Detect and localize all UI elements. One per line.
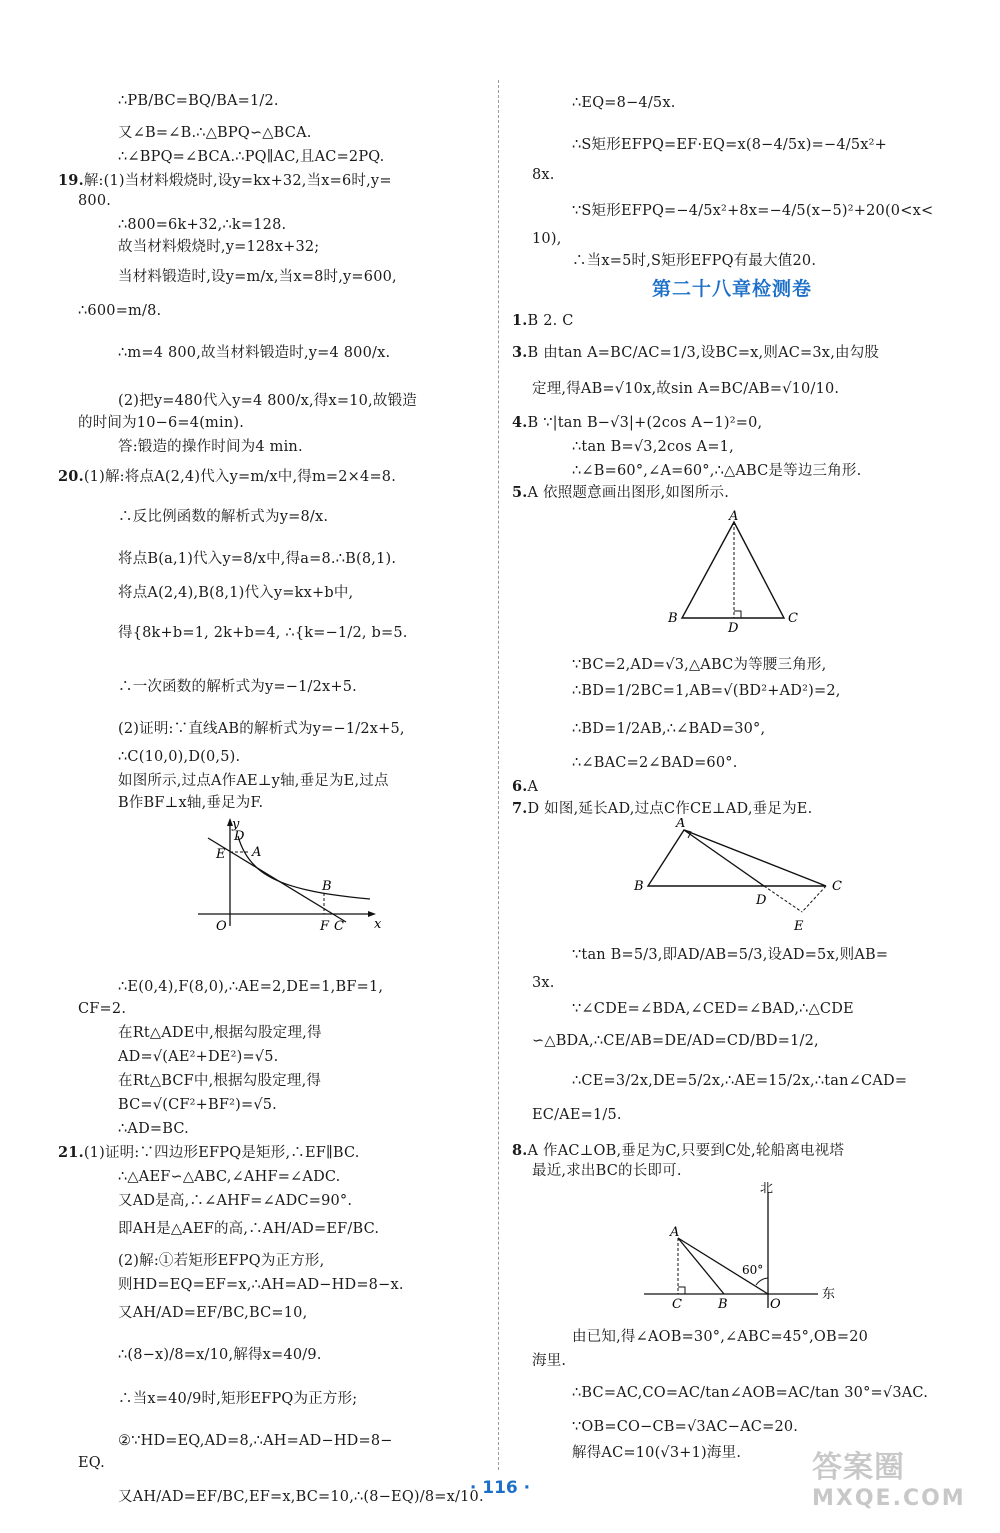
text-line: A [527, 779, 539, 795]
label-c: C [832, 879, 842, 894]
text-line: ∵S矩形EFPQ=−4/5x²+8x=−4/5(x−5)²+20(0<x< [572, 203, 934, 219]
label-a: A [729, 510, 739, 524]
text-line: ∴∠BAC=2∠BAD=60°. [572, 755, 738, 771]
navigation-figure [638, 1182, 848, 1312]
label-e: E [216, 847, 226, 862]
text-line: (1)证明:∵四边形EFPQ是矩形,∴EF∥BC. [83, 1145, 360, 1161]
text-line: 将点B(a,1)代入y=8/x中,得a=8.∴B(8,1). [118, 551, 397, 567]
text-line: ∴∠B=60°,∠A=60°,∴△ABC是等边三角形. [572, 463, 862, 479]
text-line: B作BF⊥x轴,垂足为F. [118, 795, 264, 811]
text-line: A 依照题意画出图形,如图所示. [527, 485, 730, 501]
label-a: A [670, 1225, 680, 1240]
text-line: ∴tan B=√3,2cos A=1, [572, 439, 734, 455]
text-line: ∴∠BPQ=∠BCA.∴PQ∥AC,且AC=2PQ. [118, 149, 385, 165]
isosceles-triangle-figure [662, 510, 802, 634]
label-d: D [756, 893, 767, 908]
text-line: ∴当x=5时,S矩形EFPQ有最大值20. [572, 253, 817, 269]
problem-number: 8. [512, 1142, 528, 1159]
text-line: (2)证明:∵直线AB的解析式为y=−1/2x+5, [118, 721, 405, 737]
text-line: ②∵HD=EQ,AD=8,∴AH=AD−HD=8− [118, 1433, 393, 1449]
text-line: CF=2. [78, 1001, 127, 1017]
label-a: A [252, 845, 262, 860]
text-line: 当材料锻造时,设y=m/x,当x=8时,y=600, [118, 269, 397, 285]
segment-ce [802, 886, 826, 912]
text-line: ∵∠CDE=∠BDA,∠CED=∠BAD,∴△CDE [572, 1001, 854, 1017]
text-line: ∴AD=BC. [118, 1121, 189, 1137]
text-line: ∴BD=1/2BC=1,AB=√(BD²+AD²)=2, [572, 683, 841, 699]
text-line: ∴600=m/8. [78, 303, 162, 319]
extension-de [764, 886, 802, 912]
text-line: 又AD是高,∴∠AHF=∠ADC=90°. [118, 1193, 353, 1209]
answer-4 [512, 412, 762, 434]
label-d: D [728, 621, 739, 634]
text-line: BC=√(CF²+BF²)=√5. [118, 1097, 277, 1113]
answer-5 [512, 482, 729, 504]
angle-arc [756, 1278, 768, 1285]
segment-ad [684, 830, 764, 886]
watermark-line2: MXQE.COM [812, 1486, 966, 1511]
answer-7 [512, 798, 812, 820]
label-b: B [668, 611, 678, 626]
chapter-title: 第二十八章检测卷 [651, 278, 812, 300]
problem-number: 20. [58, 468, 84, 485]
text-line: 如图所示,过点A作AE⊥y轴,垂足为E,过点 [118, 773, 389, 789]
label-c: C [672, 1297, 682, 1312]
text-line: 又AH/AD=EF/BC,EF=x,BC=10,∴(8−EQ)/8=x/10. [118, 1489, 484, 1505]
right-angle-mark [678, 1287, 685, 1294]
text-line: 由已知,得∠AOB=30°,∠ABC=45°,OB=20 [572, 1329, 869, 1345]
text-line: 在Rt△BCF中,根据勾股定理,得 [118, 1073, 322, 1089]
text-line: ∴(8−x)/8=x/10,解得x=40/9. [118, 1347, 322, 1363]
text-line: 解:(1)当材料煅烧时,设y=kx+32,当x=6时,y= [83, 173, 392, 189]
function-graph-figure [188, 818, 408, 958]
text-line: 定理,得AB=√10x,故sin A=BC/AB=√10/10. [532, 381, 840, 397]
text-line: 答:锻造的操作时间为4 min. [118, 439, 303, 455]
text-line: ∵OB=CO−CB=√3AC−AC=20. [572, 1419, 799, 1435]
text-line: ∴△AEF∽△ABC,∠AHF=∠ADC. [118, 1169, 341, 1185]
problem-19 [58, 170, 392, 192]
text-line: ∴EQ=8−4/5x. [572, 95, 676, 111]
label-a: A [676, 818, 686, 831]
label-b: B [322, 879, 332, 894]
label-north: 北 [760, 1182, 774, 1196]
text-line: 得{8k+b=1, 2k+b=4, ∴{k=−1/2, b=5. [118, 625, 408, 641]
answer-3 [512, 342, 879, 364]
answer-1-2 [512, 310, 574, 332]
label-x: x [374, 917, 382, 932]
text-line: ∴PB/BC=BQ/BA=1/2. [118, 93, 279, 109]
text-line: 又∠B=∠B.∴△BPQ∽△BCA. [118, 125, 312, 141]
problem-number: 4. [512, 414, 528, 431]
text-line: ∴反比例函数的解析式为y=8/x. [118, 509, 329, 525]
text-line: 海里. [532, 1353, 567, 1369]
right-angle-mark [734, 611, 741, 618]
triangle-abc [682, 522, 784, 618]
label-f: F [320, 919, 330, 934]
text-line: EC/AE=1/5. [532, 1107, 622, 1123]
problem-number: 3. [512, 344, 528, 361]
text-line: 最近,求出BC的长即可. [532, 1163, 682, 1179]
text-line: 则HD=EQ=EF=x,∴AH=AD−HD=8−x. [118, 1277, 404, 1293]
text-line: 在Rt△ADE中,根据勾股定理,得 [118, 1025, 322, 1041]
text-line: (2)解:①若矩形EFPQ为正方形, [118, 1253, 325, 1269]
text-line: 800. [78, 193, 112, 209]
text-line: ∴E(0,4),F(8,0),∴AE=2,DE=1,BF=1, [118, 979, 384, 995]
text-line: 3x. [532, 975, 555, 991]
problem-number: 19. [58, 172, 84, 189]
label-east: 东 [822, 1287, 836, 1302]
label-y: y [232, 818, 240, 832]
text-line: 又AH/AD=EF/BC,BC=10, [118, 1305, 308, 1321]
triangle-extension-figure [626, 818, 862, 936]
text-line: 解得AC=10(√3+1)海里. [572, 1445, 742, 1461]
text-line: ∽△BDA,∴CE/AB=DE/AD=CD/BD=1/2, [532, 1033, 819, 1049]
text-line: A 作AC⊥OB,垂足为C,只要到C处,轮船离电视塔 [527, 1143, 845, 1159]
text-line: 8x. [532, 167, 555, 183]
label-d: D [234, 829, 245, 844]
text-line: AD=√(AE²+DE²)=√5. [118, 1049, 279, 1065]
answer-8 [512, 1140, 844, 1162]
text-line: 将点A(2,4),B(8,1)代入y=kx+b中, [118, 585, 354, 601]
text-line: ∴800=6k+32,∴k=128. [118, 217, 287, 233]
text-line: B 由tan A=BC/AC=1/3,设BC=x,则AC=3x,由勾股 [527, 345, 880, 361]
watermark [812, 1442, 992, 1526]
answer-6 [512, 776, 538, 798]
label-b: B [634, 879, 644, 894]
text-line: 10), [532, 231, 562, 247]
problem-number: 1. [512, 312, 528, 329]
text-line: B 2. C [527, 313, 574, 329]
label-c: C [788, 611, 798, 626]
label-e: E [794, 919, 804, 934]
text-line: (1)解:将点A(2,4)代入y=m/x中,得m=2×4=8. [83, 469, 397, 485]
text-line: 的时间为10−6=4(min). [78, 415, 245, 431]
problem-number: 21. [58, 1144, 84, 1161]
watermark-line1: 答案圈 [812, 1450, 905, 1485]
text-line: ∴S矩形EFPQ=EF·EQ=x(8−4/5x)=−4/5x²+ [572, 137, 888, 153]
text-line: (2)把y=480代入y=4 800/x,得x=10,故锻造 [118, 393, 417, 409]
text-line: ∴BD=1/2AB,∴∠BAD=30°, [572, 721, 766, 737]
text-line: ∴C(10,0),D(0,5). [118, 749, 241, 765]
label-o: O [770, 1297, 781, 1312]
problem-20 [58, 466, 396, 488]
label-o: O [216, 919, 227, 934]
text-line: EQ. [78, 1455, 105, 1471]
text-line: 故当材料煅烧时,y=128x+32; [118, 239, 320, 255]
text-line: ∴BC=AC,CO=AC/tan∠AOB=AC/tan 30°=√3AC. [572, 1385, 929, 1401]
page-number: · 116 · [469, 1478, 531, 1498]
problem-number: 5. [512, 484, 528, 501]
text-line: ∴一次函数的解析式为y=−1/2x+5. [118, 679, 357, 695]
problem-number: 7. [512, 800, 528, 817]
text-line: D 如图,延长AD,过点C作CE⊥AD,垂足为E. [527, 801, 813, 817]
label-c: C [334, 919, 344, 934]
text-line: ∴m=4 800,故当材料锻造时,y=4 800/x. [118, 345, 391, 361]
text-line: ∵BC=2,AD=√3,△ABC为等腰三角形, [572, 657, 827, 673]
text-line: B ∵|tan B−√3|+(2cos A−1)²=0, [527, 415, 763, 431]
problem-number: 6. [512, 778, 528, 795]
label-b: B [718, 1297, 728, 1312]
text-line: ∴CE=3/2x,DE=5/2x,∴AE=15/2x,∴tan∠CAD= [572, 1073, 908, 1089]
problem-21 [58, 1142, 360, 1164]
label-angle: 60° [742, 1263, 764, 1277]
segment-ab [678, 1238, 724, 1294]
triangle-abc [648, 830, 826, 886]
text-line: ∵tan B=5/3,即AD/AB=5/3,设AD=5x,则AB= [572, 947, 889, 963]
column-divider [498, 80, 499, 1470]
text-line: ∴当x=40/9时,矩形EFPQ为正方形; [118, 1391, 358, 1407]
text-line: 即AH是△AEF的高,∴AH/AD=EF/BC. [118, 1221, 380, 1237]
